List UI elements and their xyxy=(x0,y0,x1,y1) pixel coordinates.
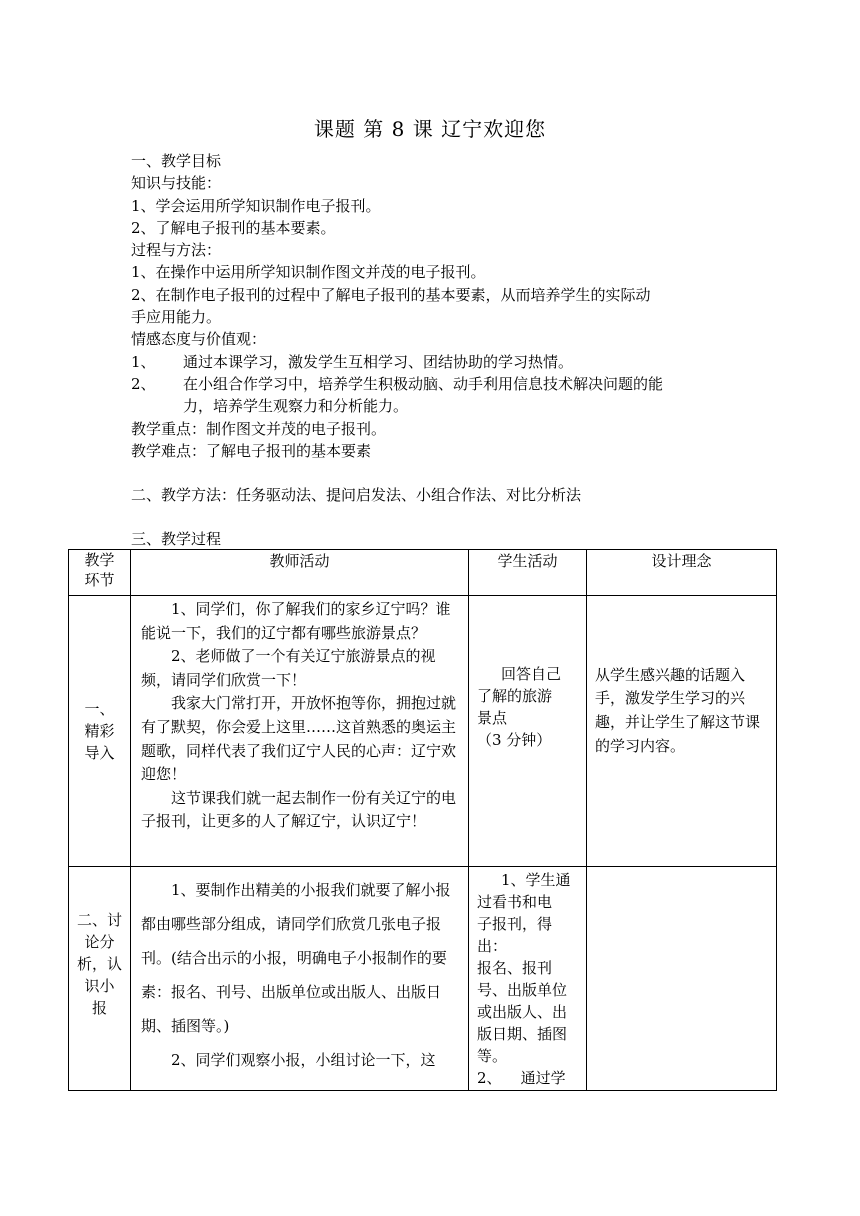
teacher-activity-cell: 1、要制作出精美的小报我们就要了解小报都由哪些部分组成，请同学们欣赏几张电子报刊。(结合出示的小报，明确电子小报制作的要素：报名、刊号、出版单位或出版人、出版日期、插图等。) 2、同学们观察小报，小组讨论一下，这 xyxy=(131,867,469,1091)
design-concept-cell xyxy=(587,867,777,1091)
emotion-item-text: 在小组合作学习中，培养学生积极动脑、动手利用信息技术解决问题的能 xyxy=(183,374,664,393)
header-student: 学生活动 xyxy=(469,550,587,596)
emotion-item-number: 2、 xyxy=(131,374,156,393)
process-section-heading: 三、教学过程 xyxy=(131,530,222,549)
knowledge-item: 1、学会运用所学知识制作电子报刊。 xyxy=(131,196,381,215)
student-activity-cell: 回答自己 了解的旅游 景点 （3 分钟） xyxy=(469,596,587,867)
student-activity-cell: 1、学生通 过看书和电 子报刊，得 出： 报名、报刊 号、出版单位 或出版人、出 版日期、插图 等。 2、 通过学 xyxy=(469,867,587,1091)
teaching-methods: 二、教学方法：任务驱动法、提问启发法、小组合作法、对比分析法 xyxy=(131,486,582,505)
process-heading: 过程与方法： xyxy=(131,241,222,260)
teacher-activity-cell: 1、同学们，你了解我们的家乡辽宁吗？谁能说一下，我们的辽宁都有哪些旅游景点？ 2、老师做了一个有关辽宁旅游景点的视频，请同学们欣赏一下！ 我家大门常打开，开放怀抱等你，拥抱过就有了默契，你会爱上这里……这首熟悉的奥运主题歌，同样代表了我们辽宁人民的心声：辽宁欢迎您！ 这节课我们就一起去制作一份有关辽宁的电子报刊，让更多的人了解辽宁，认识辽宁！ xyxy=(131,596,469,867)
emotion-item-continued: 力，培养学生观察力和分析能力。 xyxy=(183,397,409,416)
process-item: 手应用能力。 xyxy=(131,308,222,327)
stage-cell: 二、讨 论分 析，认 识小 报 xyxy=(69,867,131,1091)
table-row xyxy=(69,867,777,1091)
header-design: 设计理念 xyxy=(587,550,777,596)
emotion-item-text: 通过本课学习，激发学生互相学习、团结协助的学习热情。 xyxy=(183,352,574,371)
design-concept-cell: 从学生感兴趣的话题入手，激发学生学习的兴趣，并让学生了解这节课的学习内容。 xyxy=(587,596,777,867)
process-item: 1、在操作中运用所学知识制作图文并茂的电子报刊。 xyxy=(131,263,486,282)
header-teacher: 教师活动 xyxy=(131,550,469,596)
objectives-heading: 一、教学目标 xyxy=(131,152,222,170)
header-stage: 教学 环节 xyxy=(69,550,131,596)
document-body xyxy=(131,150,751,551)
stage-cell: 一、 精彩 导入 xyxy=(69,596,131,867)
table-header-row xyxy=(69,550,777,596)
knowledge-item: 2、了解电子报刊的基本要素。 xyxy=(131,218,336,237)
teaching-process-table xyxy=(68,549,777,1091)
process-item: 2、在制作电子报刊的过程中了解电子报刊的基本要素，从而培养学生的实际动 xyxy=(131,285,651,304)
table-row xyxy=(69,596,777,867)
emotion-item xyxy=(131,351,751,373)
knowledge-heading: 知识与技能： xyxy=(131,174,222,193)
emotion-heading: 情感态度与价值观： xyxy=(131,330,267,349)
emotion-item-number: 1、 xyxy=(131,352,156,371)
page-title: 课题 第 8 课 辽宁欢迎您 xyxy=(313,117,547,141)
key-point: 教学重点：制作图文并茂的电子报刊。 xyxy=(131,419,387,438)
emotion-item xyxy=(131,373,751,395)
difficulty: 教学难点：了解电子报刊的基本要素 xyxy=(131,441,372,460)
